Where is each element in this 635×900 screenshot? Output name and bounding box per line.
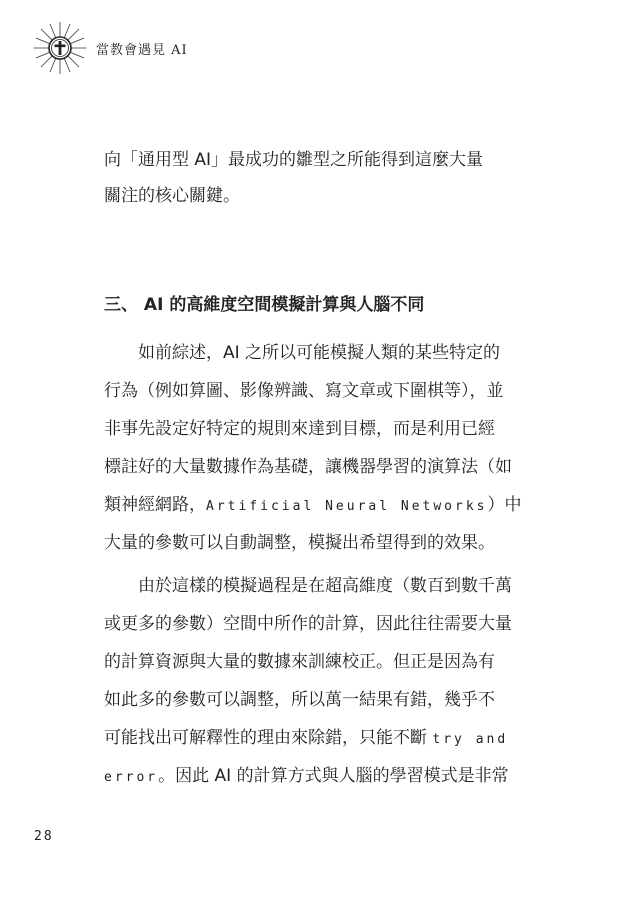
text-segment: 可能找出可解釋性的理由來除錯，只能不斷 (104, 728, 433, 748)
latin-term: error (104, 770, 159, 785)
text-line: 如前綜述，AI 之所以可能模擬人類的某些特定的 (104, 343, 501, 363)
text-segment: 類神經網路， (104, 495, 206, 515)
text-line: 行為（例如算圖、影像辨識、寫文章或下圍棋等），並 (104, 381, 504, 401)
text-segment: ）中 (487, 495, 522, 515)
page-number: 28 (34, 829, 54, 844)
text-line: 向「通用型 AI」最成功的雛型之所能得到這麼大量 (104, 150, 484, 170)
text-line (104, 728, 508, 748)
text-line (104, 766, 509, 786)
text-line: 關注的核心關鍵。 (104, 186, 240, 206)
text-line: 標註好的大量數據作為基礎，讓機器學習的演算法（如 (104, 457, 512, 477)
text-line: 的計算資源與大量的數據來訓練校正。但正是因為有 (104, 652, 495, 672)
text-line: 如此多的參數可以調整，所以萬一結果有錯，幾乎不 (104, 690, 495, 710)
text-segment: 。因此 AI 的計算方式與人腦的學習模式是非常 (158, 766, 509, 786)
book-title: 當教會遇見 AI (96, 42, 188, 58)
text-line: 非事先設定好特定的規則來達到目標，而是利用已經 (104, 419, 495, 439)
church-cross-logo-icon (32, 20, 88, 76)
latin-term: try and (432, 732, 509, 747)
text-line: 大量的參數可以自動調整，模擬出希望得到的效果。 (104, 533, 495, 553)
latin-term: Artificial Neural Networks (206, 499, 488, 514)
text-line: 由於這樣的模擬過程是在超高維度（數百到數千萬 (104, 576, 512, 596)
text-line: 或更多的參數）空間中所作的計算，因此往往需要大量 (104, 614, 512, 634)
text-line (104, 495, 522, 515)
running-header (32, 20, 188, 76)
section-heading: 三、 AI 的高維度空間模擬計算與人腦不同 (104, 295, 425, 315)
